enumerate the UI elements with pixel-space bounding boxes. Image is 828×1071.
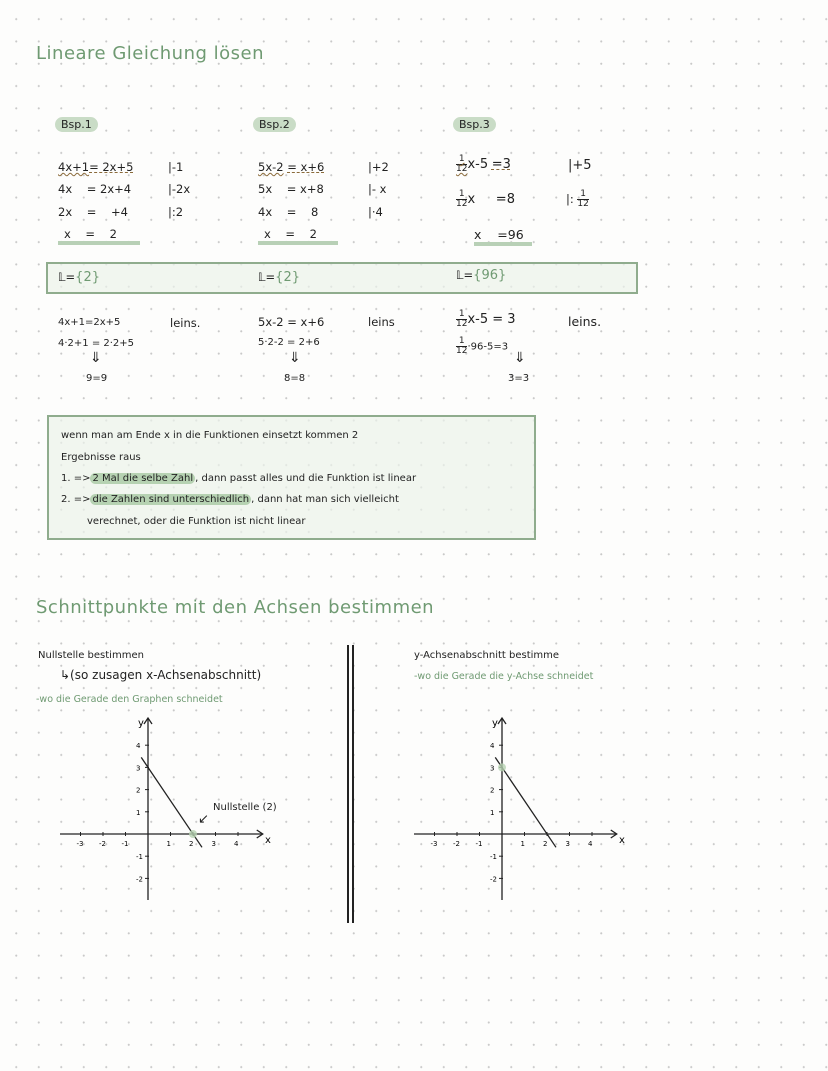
fraction: $\frac{1}{12}$	[456, 189, 468, 209]
solution-set-box	[46, 262, 638, 294]
note-line1: wenn man am Ende x in die Funktionen einsetzt kommen 2	[61, 430, 359, 441]
title-lineare-gleichung: Lineare Gleichung lösen	[36, 43, 265, 64]
title-schnittpunkte: Schnittpunkte mit den Achsen bestimmen	[36, 597, 435, 618]
ex3-check-eq: $\frac{1}{12}$ x-5 = 3	[456, 309, 516, 329]
ex1-check-eq: 4x+1=2x+5	[58, 317, 121, 328]
note-point2: 2. => die Zahlen sind unterschiedlich , dann hat man sich vielleicht	[61, 494, 399, 505]
intersection-point	[189, 830, 197, 838]
ex3-check-result: 3=3	[508, 373, 530, 384]
right-heading: y-Achsenabschnitt bestimme	[414, 650, 560, 661]
ex3-op1: |+5	[568, 158, 592, 173]
x-tick-label: 4	[588, 840, 593, 848]
ex2-line1	[258, 160, 324, 174]
ex1-result: x = 2	[58, 227, 140, 245]
ex2-check-result: 8=8	[284, 373, 306, 384]
y-tick-label: 3	[490, 764, 495, 773]
ex3-line2: $\frac{1}{12}$ x =8	[456, 189, 515, 209]
fraction: $\frac{1}{12}$	[456, 154, 468, 174]
y-tick-label: 4	[136, 742, 141, 751]
x-tick-label: -3	[430, 840, 438, 848]
ex1-line2: 4x = 2x+4	[58, 182, 132, 196]
ex1-lens: leins.	[170, 316, 201, 330]
ex1-op2: |-2x	[168, 182, 191, 196]
ex1-line3: 2x = +4	[58, 205, 128, 219]
solution-1: 𝕃={2}	[58, 270, 100, 285]
graph-y-achsenabschnitt	[404, 710, 694, 910]
y-tick-label: 1	[490, 808, 495, 817]
right-note: -wo die Gerade die y-Achse schneidet	[414, 671, 594, 682]
x-tick-label: -2	[99, 840, 106, 848]
ex2-op1: |+2	[368, 160, 389, 174]
x-axis-label: x	[619, 835, 625, 846]
fraction: $\frac{1}{12}$	[456, 336, 468, 356]
implies-arrow-icon: ⇓	[514, 350, 526, 366]
y-tick-label: -2	[136, 875, 143, 884]
ex3-result: x =96	[474, 227, 532, 246]
ex3-lens: leins.	[568, 314, 602, 329]
fraction: $\frac{1}{12}$	[577, 189, 589, 209]
example-2-label: Bsp.2	[253, 117, 296, 132]
left-note: -wo die Gerade den Graphen schneidet	[36, 694, 223, 705]
example-3-label: Bsp.3	[453, 117, 496, 132]
explanation-box	[47, 415, 536, 540]
x-tick-label: 3	[565, 840, 570, 848]
ex3-check-sub: $\frac{1}{12}$ ·96-5=3	[456, 336, 509, 356]
ex2-line3: 4x = 8	[258, 205, 319, 219]
note-point2-cont: verechnet, oder die Funktion ist nicht linear	[87, 516, 306, 527]
x-tick-label: 3	[211, 840, 216, 848]
y-tick-label: 2	[136, 786, 141, 795]
y-tick-label: 3	[136, 764, 141, 773]
ex1-op3: |:2	[168, 205, 184, 219]
ex2-check-eq: 5x-2 = x+6	[258, 315, 325, 329]
intersection-point	[498, 763, 506, 771]
x-tick-label: -3	[76, 840, 84, 848]
ex1-rhs: = 2x+5	[89, 160, 134, 174]
ex1-line1	[58, 160, 133, 174]
ex2-lhs: 5x-2	[258, 160, 284, 174]
ex2-op3: |·4	[368, 205, 383, 219]
x-tick-label: 4	[234, 840, 239, 848]
implies-arrow-icon: ⇓	[289, 350, 301, 366]
x-tick-label: 1	[166, 840, 171, 848]
fraction: $\frac{1}{12}$	[456, 309, 468, 329]
ex2-check-sub: 5·2-2 = 2+6	[258, 337, 320, 348]
solution-3: 𝕃={96}	[456, 268, 507, 283]
ex1-op1: |-1	[168, 160, 184, 174]
ex2-op2: |- x	[368, 182, 387, 196]
y-tick-label: -1	[136, 853, 143, 862]
graph-nullstelle	[50, 710, 340, 910]
divider-line	[347, 645, 349, 923]
annotation-arrow-icon: ↙	[198, 812, 209, 827]
left-subheading: ↳(so zusagen x-Achsenabschnitt)	[60, 668, 262, 682]
solution-2: 𝕃={2}	[258, 270, 300, 285]
x-tick-label: 1	[520, 840, 525, 848]
y-axis-label: y	[138, 718, 144, 729]
x-tick-label: -1	[475, 840, 483, 848]
x-axis-label: x	[265, 835, 271, 846]
ex3-op2: |: $\frac{1}{12}$	[566, 189, 589, 209]
ex1-lhs: 4x+1	[58, 160, 90, 174]
y-tick-label: 1	[136, 808, 141, 817]
y-tick-label: 2	[490, 786, 495, 795]
note-line2: Ergebnisse raus	[61, 452, 141, 463]
left-heading: Nullstelle bestimmen	[38, 650, 144, 661]
implies-arrow-icon: ⇓	[90, 350, 102, 366]
example-1-label: Bsp.1	[55, 117, 98, 132]
y-tick-label: 4	[490, 742, 495, 751]
ex2-line2: 5x = x+8	[258, 182, 324, 196]
y-tick-label: -1	[490, 853, 497, 862]
note-point1: 1. => 2 Mal die selbe Zahl , dann passt alles und die Funktion ist linear	[61, 473, 417, 484]
x-tick-label: 2	[189, 840, 194, 848]
ex3-line1: $\frac{1}{12}$ x-5 =3	[456, 154, 511, 174]
ex2-lens: leins	[368, 315, 395, 329]
divider-line	[352, 645, 354, 923]
nullstelle-annotation: Nullstelle (2)	[213, 802, 277, 813]
ex1-check-result: 9=9	[86, 373, 108, 384]
x-tick-label: -1	[121, 840, 129, 848]
ex2-rhs: = x+6	[287, 160, 325, 174]
ex2-result: x = 2	[258, 227, 338, 245]
y-axis-label: y	[492, 718, 498, 729]
x-tick-label: 2	[543, 840, 548, 848]
x-tick-label: -2	[453, 840, 460, 848]
y-tick-label: -2	[490, 875, 497, 884]
ex1-check-sub: 4·2+1 = 2·2+5	[58, 338, 135, 349]
